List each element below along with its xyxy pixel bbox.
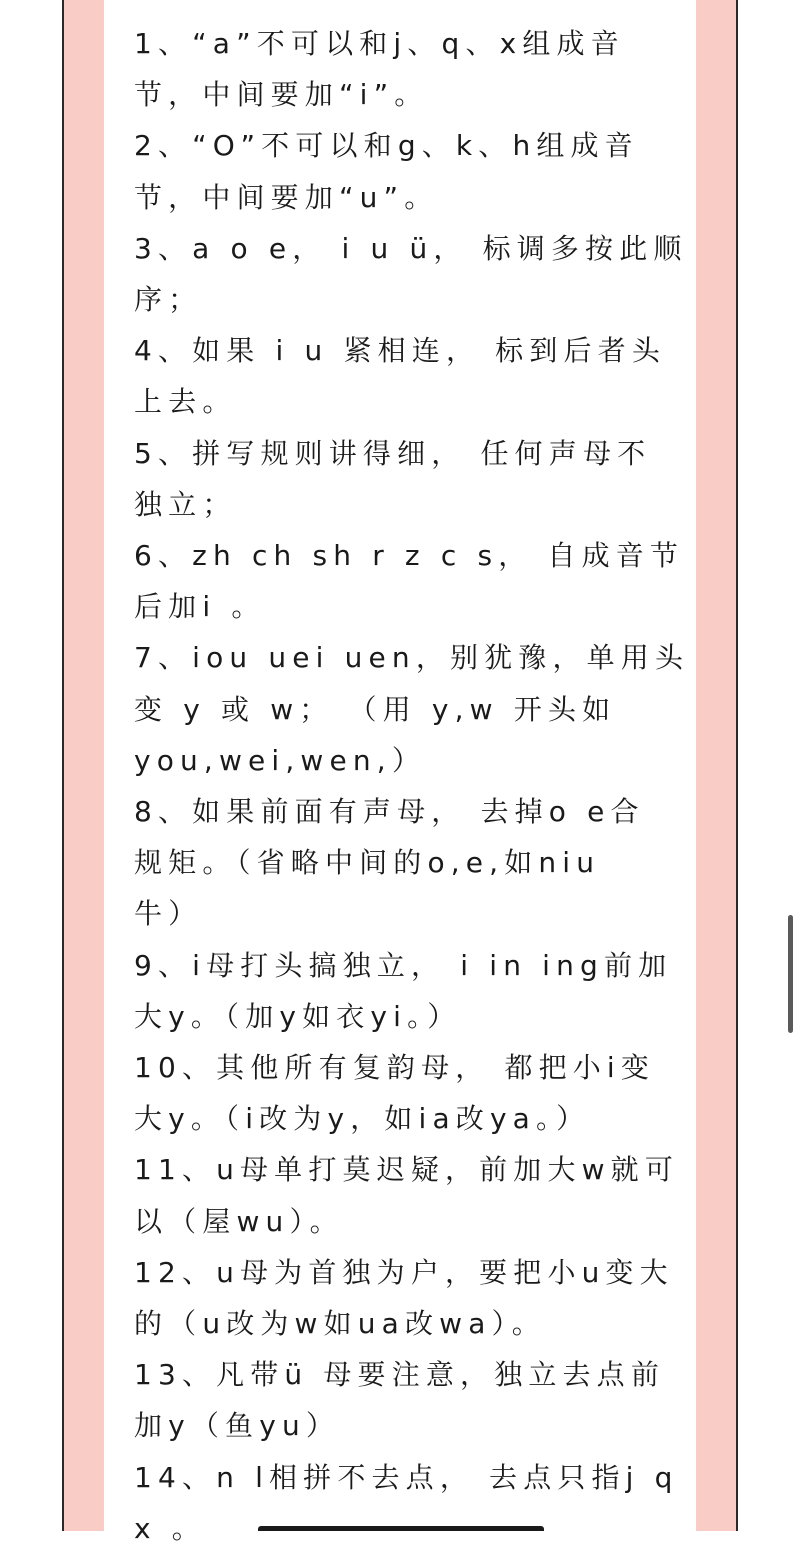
rule-10-line-1: 10、其他所有复韵母， 都把小i变 xyxy=(134,1051,656,1085)
pinyin-rules-text xyxy=(134,18,690,1554)
right-decorative-band xyxy=(696,0,736,1531)
left-decorative-band xyxy=(64,0,104,1531)
rule-1-line-2: 节，中间要加“i”。 xyxy=(134,78,429,112)
rule-14-line-2: x 。 xyxy=(134,1511,206,1545)
home-indicator[interactable] xyxy=(258,1526,544,1531)
vertical-scrollbar[interactable] xyxy=(788,915,793,1033)
rule-13-line-1: 13、凡带ü 母要注意，独立去点前 xyxy=(134,1358,665,1392)
rule-3-line-2: 序； xyxy=(134,283,203,317)
rule-4-line-1: 4、如果 i u 紧相连， 标到后者头 xyxy=(134,334,666,368)
rule-12-line-2: 的（u改为w如ua改wa）。 xyxy=(134,1307,546,1341)
rule-13-line-2: 加y（鱼yu） xyxy=(134,1409,341,1443)
rule-11-line-1: 11、u母单打莫迟疑，前加大w就可 xyxy=(134,1153,679,1187)
rule-8-line-3: 牛） xyxy=(134,897,203,931)
rule-3-line-1: 3、a o e， i u ü， 标调多按此顺 xyxy=(134,231,688,265)
rule-5-line-1: 5、拼写规则讲得细， 任何声母不 xyxy=(134,436,652,470)
rule-9-line-2: 大y。（加y如衣yi。） xyxy=(134,999,462,1033)
right-border xyxy=(736,0,738,1531)
rule-6-line-2: 后加i 。 xyxy=(134,590,266,624)
rule-11-line-2: 以（屋wu）。 xyxy=(134,1204,344,1238)
rule-7-line-3: you,wei,wen,） xyxy=(134,743,427,777)
rule-4-line-2: 上去。 xyxy=(134,385,237,419)
rule-12-line-1: 12、u母为首独为户，要把小u变大 xyxy=(134,1255,674,1289)
rule-8-line-2: 规矩。（省略中间的o,e,如niu xyxy=(134,846,601,880)
rule-5-line-2: 独立； xyxy=(134,487,237,521)
rule-6-line-1: 6、zh ch sh r z c s， 自成音节 xyxy=(134,539,685,573)
rule-1-line-1: 1、“a”不可以和j、q、x组成音 xyxy=(134,27,625,60)
rule-2-line-1: 2、“O”不可以和g、k、h组成音 xyxy=(134,129,639,163)
rule-7-line-2: 变 y 或 w； （用 y,w 开头如 xyxy=(134,692,617,726)
rule-14-line-1: 14、n l相拼不去点， 去点只指j q xyxy=(134,1460,679,1494)
rule-2-line-2: 节，中间要加“u”。 xyxy=(134,180,439,214)
rule-9-line-1: 9、i母打头搞独立， i in ing前加 xyxy=(134,948,673,982)
rule-8-line-1: 8、如果前面有声母， 去掉o e合 xyxy=(134,795,645,829)
rule-10-line-2: 大y。（i改为y，如ia改ya。） xyxy=(134,1102,591,1136)
rule-7-line-1: 7、iou uei uen，别犹豫，单用头 xyxy=(134,641,690,675)
